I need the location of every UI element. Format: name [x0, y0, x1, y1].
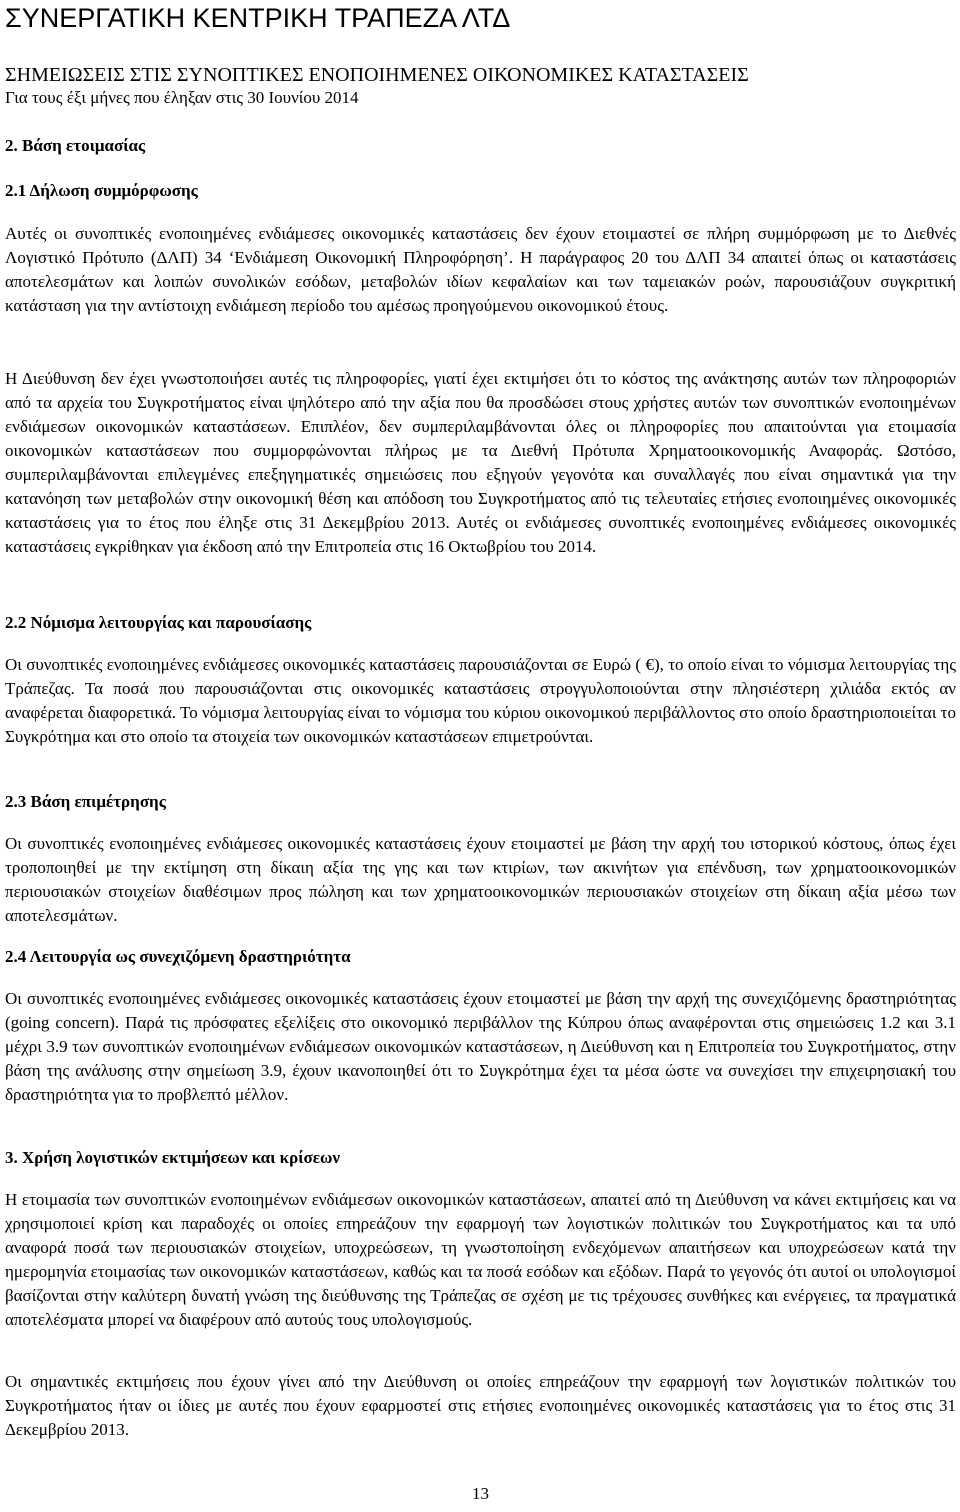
section-heading-going-concern: 2.4 Λειτουργία ως συνεχιζόμενη δραστηριότητα [5, 947, 351, 966]
page-number: 13 [472, 1484, 489, 1503]
section-heading-basis: 2. Βάση ετοιμασίας [5, 136, 146, 155]
paragraph-estimates-2: Οι σημαντικές εκτιμήσεις που έχουν γίνει από την Διεύθυνση οι οποίες επηρεάζουν την εφαρμογή των λογιστικών πολιτικών του Συγκροτήματος ήταν οι ίδιες με αυτές που έχουν εφαρμοστεί στις ετήσιες ενοποιημένες οικονομικές καταστάσεις για το έτος στις 31 Δεκεμβρίου 2013. [5, 1372, 956, 1439]
paragraph-estimates-1: Η ετοιμασία των συνοπτικών ενοποιημένων ενδιάμεσων οικονομικών καταστάσεων, απαιτεί από τη Διεύθυνση να κάνει εκτιμήσεις και να χρησιμοποιεί κρίση και παραδοχές οι οποίες επηρεάζουν την εφαρμογή των λογιστικών πολιτικών του Συγκροτήματος και τα υπό αναφορά ποσά των περιουσιακών στοιχείων, υποχρεώσεων, τη γνωστοποίηση ενδεχόμενων απαιτήσεων και υποχρεώσεων κατά την ημερομηνία ετοιμασίας των οικονομικών καταστάσεων, καθώς και τα ποσά εσόδων και εξόδων. Παρά το γεγονός ότι αυτοί οι υπολογισμοί βασίζονται στην καλύτερη δυνατή γνώση της διεύθυνσης της Τράπεζας σε σχέση με τις τρέχουσες συνθήκες και ενέργειες, τα πραγματικά αποτελέσματα μπορεί να διαφέρουν από αυτούς τους υπολογισμούς. [5, 1190, 956, 1329]
notes-title: ΣΗΜΕΙΩΣΕΙΣ ΣΤΙΣ ΣΥΝΟΠΤΙΚΕΣ ΕΝΟΠΟΙΗΜΕΝΕΣ ΟΙΚΟΝΟΜΙΚΕΣ ΚΑΤΑΣΤΑΣΕΙΣ [5, 64, 749, 86]
section-heading-currency: 2.2 Νόμισμα λειτουργίας και παρουσίασης [5, 613, 312, 632]
paragraph-compliance-2: Η Διεύθυνση δεν έχει γνωστοποιήσει αυτές τις πληροφορίες, γιατί έχει εκτιμήσει ότι το κόστος της ανάκτησης αυτών των πληροφοριών από τα αρχεία του Συγκροτήματος είναι ψηλότερο από την αξία που θα προσδώσει στους χρήστες αυτών των συνοπτικών ενοποιημένων ενδιάμεσων οικονομικών καταστάσεων. Επιπλέον, δεν συμπεριλαμβάνονται όλες οι πληροφορίες που απαιτούνται για ετοιμασία οικονομικών καταστάσεων που συμμορφώνονται πλήρως με τα Διεθνή Πρότυπα Χρηματοοικονομικής Αναφοράς. Ωστόσο, συμπεριλαμβάνονται επιλεγμένες επεξηγηματικές σημειώσεις που εξηγούν γεγονότα και συναλλαγές που είναι σημαντικά για την κατανόηση των μεταβολών στην οικονομική θέση και απόδοση του Συγκροτήματος από τις τελευταίες ετήσιες ενοποιημένες οικονομικές καταστάσεις για το έτος που έληξε στις 31 Δεκεμβρίου 2013. Αυτές οι ενδιάμεσες συνοπτικές ενοποιημένες ενδιάμεσες οικονομικές καταστάσεις εγκρίθηκαν για έκδοση από την Επιτροπεία στις 16 Οκτωβρίου του 2014. [5, 369, 956, 556]
paragraph-measurement-1: Οι συνοπτικές ενοποιημένες ενδιάμεσες οικονομικές καταστάσεις έχουν ετοιμαστεί με βάση την αρχή του ιστορικού κόστους, όπως έχει τροποποιηθεί με την εκτίμηση στη δίκαιη αξία της γης και των κτιρίων, των ακινήτων για επένδυση, των χρηματοοικονομικών περιουσιακών στοιχείων διαθέσιμων προς πώληση και των χρηματοοικονομικών περιουσιακών στοιχείων στη δίκαιη αξία μέσω των αποτελεσμάτων. [5, 834, 956, 925]
period-subtitle: Για τους έξι μήνες που έληξαν στις 30 Ιουνίου 2014 [5, 88, 359, 107]
section-heading-compliance: 2.1 Δήλωση συμμόρφωσης [5, 181, 198, 200]
paragraph-compliance-1: Αυτές οι συνοπτικές ενοποιημένες ενδιάμεσες οικονομικές καταστάσεις δεν έχουν ετοιμαστεί σε πλήρη συμμόρφωση με το Διεθνές Λογιστικό Πρότυπο (ΔΛΠ) 34 ‘Ενδιάμεση Οικονομική Πληροφόρηση’. Η παράγραφος 20 του ΔΛΠ 34 απαιτεί όπως οι καταστάσεις αποτελεσμάτων και λοιπών συνολικών εσόδων, μεταβολών ιδίων κεφαλαίων και των ταμειακών ροών, παρουσιάζουν συγκριτική κατάσταση για την αντίστοιχη ενδιάμεση περίοδο του αμέσως προηγούμενου οικονομικού έτους. [5, 224, 956, 315]
company-title: ΣΥΝΕΡΓΑΤΙΚΗ ΚΕΝΤΡΙΚΗ ΤΡΑΠΕΖΑ ΛΤΔ [5, 3, 511, 33]
section-heading-measurement: 2.3 Βάση επιμέτρησης [5, 792, 166, 811]
section-heading-estimates: 3. Χρήση λογιστικών εκτιμήσεων και κρίσεων [5, 1148, 341, 1167]
paragraph-currency-1: Οι συνοπτικές ενοποιημένες ενδιάμεσες οικονομικές καταστάσεις παρουσιάζονται σε Ευρώ ( €), το οποίο είναι το νόμισμα λειτουργίας της Τράπεζας. Τα ποσά που παρουσιάζονται στις οικονομικές καταστάσεις στρογγυλοποιούνται στην πλησιέστερη χιλιάδα εκτός αν αναφέρεται διαφορετικά. Το νόμισμα λειτουργίας είναι το νόμισμα του κύριου οικονομικού περιβάλλοντος στο οποίο δραστηριοποιείται το Συγκρότημα και στο οποίο τα στοιχεία των οικονομικών καταστάσεων επιμετρούνται. [5, 655, 956, 746]
paragraph-going-concern-1: Οι συνοπτικές ενοποιημένες ενδιάμεσες οικονομικές καταστάσεις έχουν ετοιμαστεί με βάση την αρχή της συνεχιζόμενης δραστηριότητας (going concern). Παρά τις πρόσφατες εξελίξεις στο οικονομικό περιβάλλον της Κύπρου όπως αναφέρονται στις σημειώσεις 1.2 και 3.1 μέχρι 3.9 των συνοπτικών ενοποιημένων ενδιάμεσων οικονομικών καταστάσεων, η Διεύθυνση και η Επιτροπεία του Συγκροτήματος, στην βάση της ανάλυσης στην σημείωση 3.9, έχουν ικανοποιηθεί ότι το Συγκρότημα έχει τα μέσα ώστε να συνεχίσει την επιχειρησιακή του δραστηριότητα για το προβλεπτό μέλλον. [5, 989, 956, 1104]
